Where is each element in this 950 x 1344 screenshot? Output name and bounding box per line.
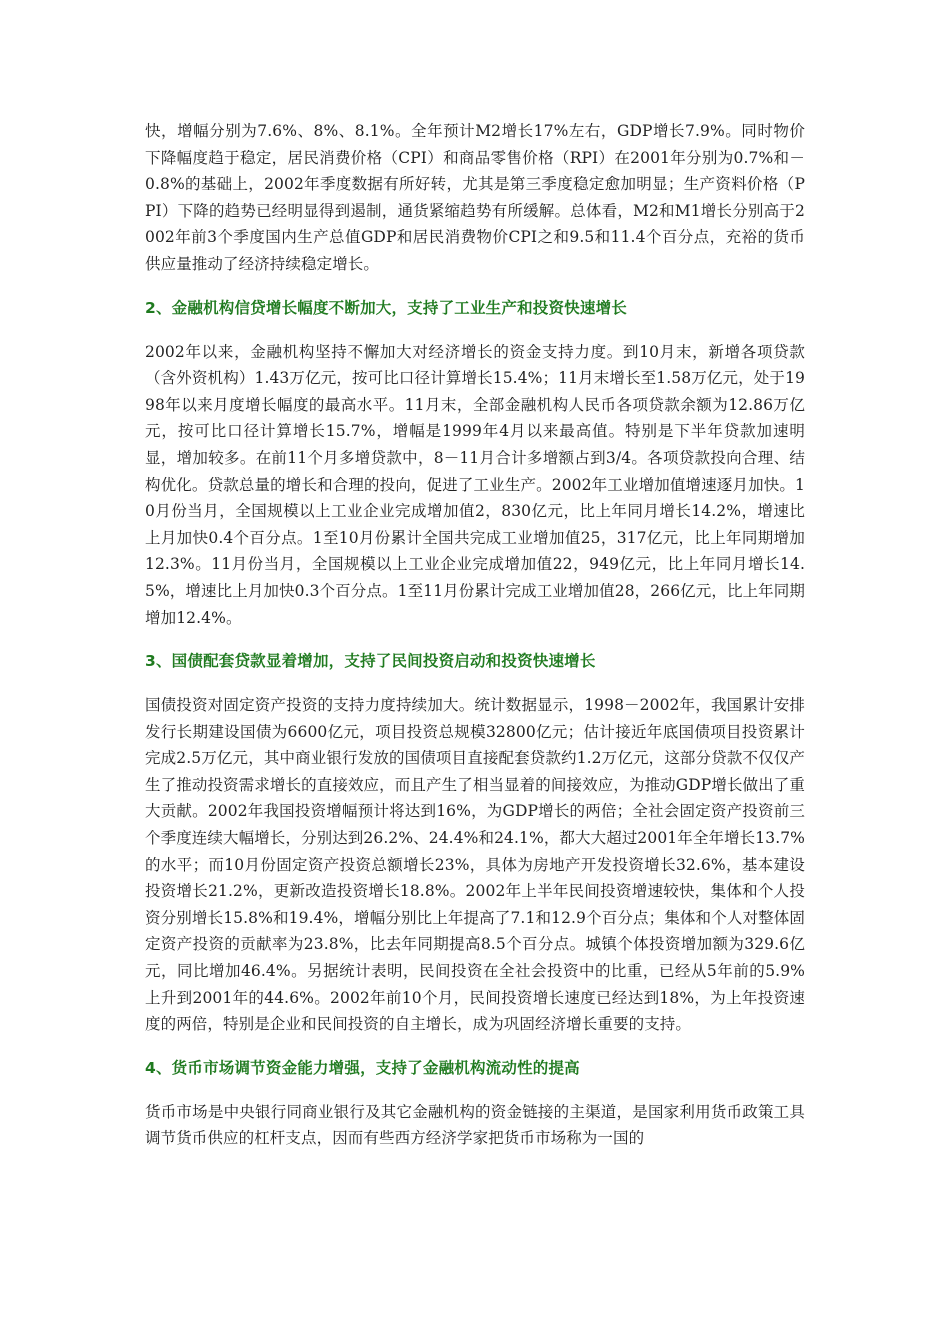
- document-page: [145, 118, 805, 1152]
- paragraph-credit-growth: 2002年以来，金融机构坚持不懈加大对经济增长的资金支持力度。到10月末，新增各项贷款（含外资机构）1.43万亿元，按可比口径计算增长15.4%；11月末增长至1.58万亿元，处于1998年以来月度增长幅度的最高水平。11月末，全部金融机构人民币各项贷款余额为12.86万亿元，按可比口径计算增长15.7%，增幅是1999年4月以来最高值。特别是下半年贷款加速明显，增加较多。在前11个月多增贷款中，8－11月合计多增额占到3/4。各项贷款投向合理、结构优化。贷款总量的增长和合理的投向，促进了工业生产。2002年工业增加值增速逐月加快。10月份当月，全国规模以上工业企业完成增加值2，830亿元，比上年同月增长14.2%，增速比上月加快0.4个百分点。1至10月份累计全国共完成工业增加值25，317亿元，比上年同期增加12.3%。11月份当月，全国规模以上工业企业完成增加值22，949亿元，比上年同月增长14.5%，增速比上月加快0.3个百分点。1至11月份累计完成工业增加值28，266亿元，比上年同期增加12.4%。: [145, 342, 805, 627]
- section-heading-money-market: 4、货币市场调节资金能力增强，支持了金融机构流动性的提高: [145, 1058, 580, 1077]
- section-heading-credit-growth: 2、金融机构信贷增长幅度不断加大，支持了工业生产和投资快速增长: [145, 298, 627, 317]
- section-heading-treasury-loans: 3、国债配套贷款显着增加，支持了民间投资启动和投资快速增长: [145, 652, 596, 671]
- paragraph-money-market: 货币市场是中央银行同商业银行及其它金融机构的资金链接的主渠道，是国家利用货币政策工具调节货币供应的杠杆支点，因而有些西方经济学家把货币市场称为一国的: [145, 1102, 805, 1148]
- paragraph-treasury-loans: 国债投资对固定资产投资的支持力度持续加大。统计数据显示，1998－2002年，我国累计安排发行长期建设国债为6600亿元，项目投资总规模32800亿元；估计接近年底国债项目投资累计完成2.5万亿元，其中商业银行发放的国债项目直接配套贷款约1.2万亿元，这部分贷款不仅仅产生了推动投资需求增长的直接效应，而且产生了相当显着的间接效应，为推动GDP增长做出了重大贡献。2002年我国投资增幅预计将达到16%，为GDP增长的两倍；全社会固定资产投资前三个季度连续大幅增长，分别达到26.2%、24.4%和24.1%，都大大超过2001年全年增长13.7%的水平；而10月份固定资产投资总额增长23%，具体为房地产开发投资增长32.6%，基本建设投资增长21.2%，更新改造投资增长18.8%。2002年上半年民间投资增速较快，集体和个人投资分别增长15.8%和19.4%，增幅分别比上年提高了7.1和12.9个百分点；集体和个人对整体固定资产投资的贡献率为23.8%，比去年同期提高8.5个百分点。城镇个体投资增加额为329.6亿元，同比增加46.4%。另据统计表明，民间投资在全社会投资中的比重，已经从5年前的5.9%上升到2001年的44.6%。2002年前10个月，民间投资增长速度已经达到18%，为上年投资速度的两倍，特别是企业和民间投资的自主增长，成为巩固经济增长重要的支持。: [145, 696, 806, 1034]
- paragraph-money-supply: 快，增幅分别为7.6%、8%、8.1%。全年预计M2增长17%左右，GDP增长7.9%。同时物价下降幅度趋于稳定，居民消费价格（CPI）和商品零售价格（RPI）在2001年分别为0.7%和－0.8%的基础上，2002年季度数据有所好转，尤其是第三季度稳定愈加明显；生产资料价格（PPI）下降的趋势已经明显得到遏制，通货紧缩趋势有所缓解。总体看，M2和M1增长分别高于2002年前3个季度国内生产总值GDP和居民消费物价CPI之和9.5和11.4个百分点，充裕的货币供应量推动了经济持续稳定增长。: [145, 122, 805, 273]
